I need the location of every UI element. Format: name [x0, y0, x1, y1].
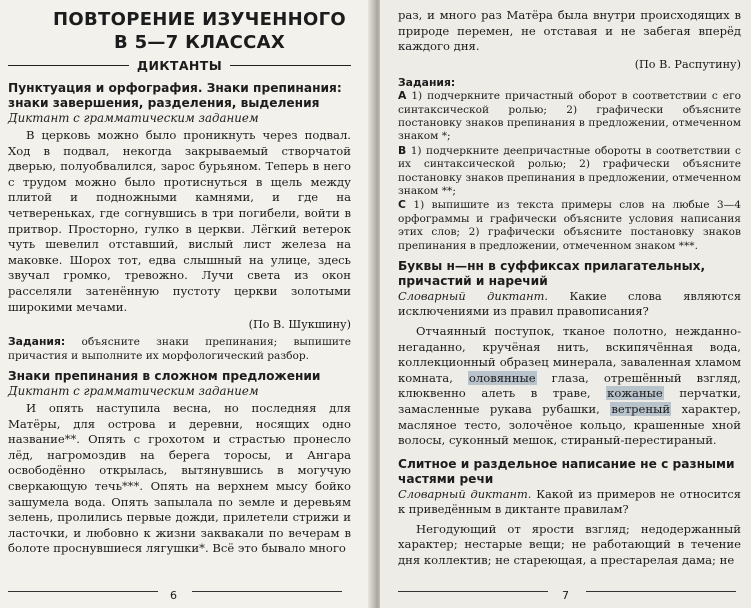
rubric-rule-left	[8, 65, 129, 66]
section-subtitle-dictation: Диктант с грамматическим заданием	[8, 111, 259, 125]
task-b-label: В	[398, 143, 407, 157]
vocab-dictation-question-1: Какие слова являются исключениями из правил правописания?	[398, 289, 741, 319]
tasks-block	[398, 76, 741, 253]
task-text: объясните знаки препинания; выпишите причастия и выполните их морфологический разбор.	[8, 336, 352, 362]
section-title-ne: Слитное и раздельное написание не с разными частями речи	[398, 456, 735, 486]
rubric-header	[8, 58, 351, 73]
left-page	[0, 0, 372, 608]
vocab-dictation-intro-1	[398, 289, 741, 319]
dictation-text-shukshin: В церковь можно было проникнуть через подвал. Ход в подвал, некогда закрываемый створчатой дверью, полуобвалился, зарос бурьяном. Теперь в него с трудом можно было протиснуться в щель между плитой и подножными камнями, и где на четвереньках, где согнувшись в три погибели, войти в притвор. Просторно, гулко в церкви. Лёгкий ветерок чуть шевелил отставший, вислый лист железа на маковке. Шорох тот, едва слышный на улице, здесь звучал громко, тревожно. Лучи света из окон расселяли затенённую пустоту церкви золотыми широкими мечами.	[8, 128, 351, 314]
text-part: характер, масляное тесто, золочёное кольцо, крашенные хной волосы, суконный мешок, стираный-перестираный.	[398, 402, 741, 448]
footer-rule-right-2	[586, 591, 736, 592]
task-c-text: 1) выпишите из текста примеры слов на любые 3—4 орфограммы и графически объясните условия написания этих слов; 2) графически объясните постановку знаков препинания в предложении, отмеченном знаком ***.	[398, 199, 742, 252]
rubric-rule-right	[230, 65, 351, 66]
section-title-punctuation: Пунктуация и орфография. Знаки препинания: знаки завершения, разделения, выделения	[8, 81, 342, 110]
footer-rule-left	[8, 591, 158, 592]
source-rasputin: (По В. Распутину)	[634, 57, 741, 71]
chapter-title-line2: В 5—7 КЛАССАХ	[113, 32, 286, 53]
dictation-continuation: раз, и много раз Матёра была внутри происходящих в природе перемен, не отставая и не забегая вперёд каждого дня.	[398, 8, 741, 54]
vocab-dictation-label-2: Словарный диктант.	[398, 486, 532, 501]
chapter-title-line1: ПОВТОРЕНИЕ ИЗУЧЕННОГО	[53, 9, 346, 30]
page-number-right: 7	[562, 589, 569, 602]
vocab-dictation-question-2: Какой из примеров не относится к приведённым в диктанте правилам?	[398, 486, 741, 516]
section-title-n-nn: Буквы н—нн в суффиксах прилагательных, причастий и наречий	[398, 259, 706, 289]
task-a-label: А	[398, 89, 407, 103]
task-b	[398, 144, 741, 199]
vocab-dictation-text-2: Негодующий от ярости взгляд; недодержанный характер; нестарые вещи; не работающий в течение дня коллектив; не стареющая, а престарелая дама; не	[398, 521, 741, 567]
section-subtitle-dictation-2: Диктант с грамматическим заданием	[8, 383, 259, 398]
highlight-word-1: оловянные	[468, 370, 536, 385]
task-c-label: С	[398, 198, 406, 212]
highlight-word-2: кожаные	[607, 386, 663, 401]
source-shukshin: (По В. Шукшину)	[248, 318, 351, 332]
section-title-complex-sentence: Знаки препинания в сложном предложении	[8, 368, 321, 383]
vocab-dictation-label-1: Словарный диктант.	[398, 289, 549, 304]
vocab-dictation-text-1	[398, 324, 741, 449]
vocab-dictation-intro-2	[398, 487, 741, 517]
chapter-title	[48, 8, 351, 54]
text-part: перчатки, замасленные рукава рубашки,	[398, 386, 741, 417]
task-a-text: 1) подчеркните причастный оборот в соответствии с его синтаксической ролью; 2) графически объясните постановку знаков препинания в предложении, отмеченном знаком *;	[398, 90, 741, 143]
footer-rule-right	[192, 591, 342, 592]
highlight-word-3: ветреный	[611, 402, 671, 417]
text-part: глаза, отрешённый взгляд, клюквенно алеть в траве,	[398, 370, 741, 401]
text-part: Отчаянный поступок, тканое полотно, нежданно-негаданно, кручёная нить, вскипячённая вода, коллекционный образец минерала, заваленная хламом комната,	[398, 324, 741, 385]
footer-rule-left-2	[398, 591, 548, 592]
rubric-label: ДИКТАНТЫ	[136, 58, 223, 73]
right-page	[380, 0, 751, 608]
task-block-1	[8, 335, 351, 363]
task-label: Задания:	[8, 335, 66, 349]
tasks-label: Задания:	[398, 75, 456, 89]
dictation-text-rasputin: И опять наступила весна, но последняя для Матёры, для острова и деревни, носящих одно название**. Опять с грохотом и страстью пронесло лёд, нагромоздив на берега торосы, и Ангара освободённо открылась, вытянувшись в могучую сверкающую течь***. Опять на верхнем мысу бойко зашумела вода. Опять запылала по земле и деревьям зелень, пролились первые дожди, прилетели стрижи и ласточки, и любовно к жизни заквакали по вечерам в болоте проснувшиеся лягушки*. Всё это бывало много	[8, 400, 351, 556]
task-a	[398, 89, 741, 144]
task-b-text: 1) подчеркните деепричастные обороты в соответствии с их синтаксической ролью; 2) графически объясните постановку знаков препинания в предложении, отмеченном знаком **;	[398, 144, 741, 198]
page-number-left: 6	[170, 589, 177, 602]
task-c	[398, 198, 741, 253]
